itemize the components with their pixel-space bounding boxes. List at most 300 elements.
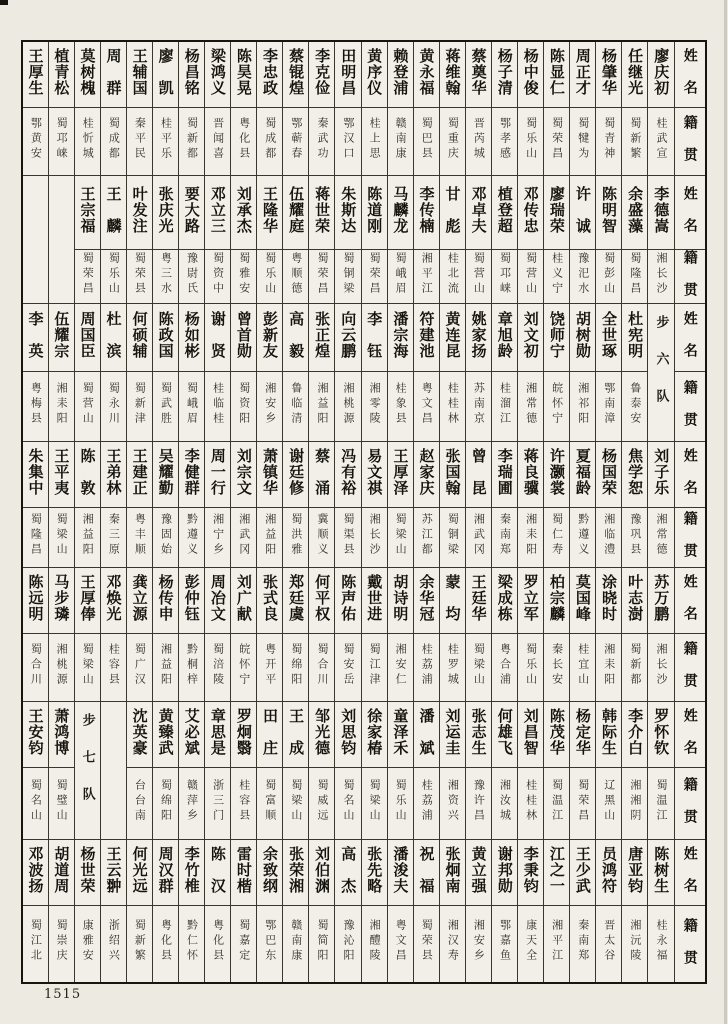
person-name [517, 303, 543, 371]
person-origin [257, 507, 283, 567]
person-origin [152, 767, 178, 839]
person-origin-text: 蜀荣县 [420, 919, 434, 965]
person-name-text: 赵家庆 [417, 448, 436, 496]
person-origin [74, 371, 100, 441]
column-label-origin [674, 371, 706, 441]
person-name [387, 701, 413, 767]
person-name-text: 杜 滨 [104, 311, 123, 359]
person-name [231, 701, 257, 767]
person-name-text: 李传楠 [417, 186, 436, 234]
person-name-text: 李克俭 [313, 48, 332, 97]
person-origin [152, 371, 178, 441]
person-name [126, 175, 152, 249]
person-origin [74, 905, 100, 983]
person-name [544, 175, 570, 249]
person-name-text: 田 庄 [260, 708, 279, 756]
person-name-text: 许灏裳 [547, 448, 566, 496]
person-name-text: 王建正 [130, 448, 149, 496]
person-origin [413, 107, 439, 175]
person-origin [257, 905, 283, 983]
person-origin-text: 台台南 [133, 778, 147, 824]
person-name [178, 701, 204, 767]
person-name [100, 567, 126, 633]
person-origin [231, 767, 257, 839]
column-label-name [674, 175, 706, 249]
person-origin-text: 蜀青神 [602, 116, 616, 162]
person-name [309, 303, 335, 371]
person-name-text: 任继光 [626, 48, 645, 97]
person-origin-text: 湘常德 [524, 381, 538, 427]
empty-cell [22, 175, 48, 303]
person-origin [413, 633, 439, 701]
person-origin-text: 桂荔浦 [420, 642, 434, 688]
person-name-text: 伍耀庭 [287, 186, 306, 234]
person-origin [205, 371, 231, 441]
person-name-text: 韩际生 [600, 708, 618, 756]
person-name [205, 41, 231, 107]
person-origin-text: 蜀营山 [524, 251, 538, 297]
person-origin-text: 湘安仁 [394, 642, 408, 688]
person-origin-text: 桂宜山 [576, 642, 590, 688]
person-origin [178, 633, 204, 701]
person-name [283, 175, 309, 249]
person-origin-text: 蜀荣昌 [368, 251, 382, 297]
person-origin [491, 905, 517, 983]
person-name [283, 41, 309, 107]
person-origin [596, 507, 622, 567]
person-name-text: 邹光德 [313, 708, 332, 756]
person-origin-text: 苏江都 [420, 512, 434, 558]
column-label-name [674, 839, 706, 905]
person-origin-text: 桂荔浦 [420, 778, 434, 824]
person-name-text: 杨世荣 [78, 846, 97, 894]
person-origin [309, 633, 335, 701]
person-name-text: 蒋良骥 [521, 448, 540, 496]
person-name [570, 441, 596, 507]
person-origin-text: 蜀重庆 [446, 116, 460, 162]
person-name-text: 萧鸿博 [52, 708, 71, 756]
person-origin-text: 粤丰顺 [133, 512, 147, 558]
person-origin-text: 湘零陵 [368, 381, 382, 427]
person-origin [178, 905, 204, 983]
person-origin [517, 507, 543, 567]
column-label-name-text: 姓 名 [681, 448, 698, 496]
person-origin [283, 767, 309, 839]
person-name [648, 839, 674, 905]
person-name [205, 567, 231, 633]
person-origin-text: 赣南康 [289, 919, 303, 965]
person-origin-text: 蜀乐山 [263, 251, 277, 297]
person-origin-text: 赣南康 [394, 116, 408, 162]
person-origin-text: 蜀邛崃 [55, 116, 69, 162]
person-name-text: 谢 贤 [208, 311, 227, 359]
person-origin-text: 蜀荣县 [133, 251, 147, 297]
person-origin [544, 507, 570, 567]
person-origin-text: 桂溜江 [498, 381, 512, 427]
person-name [648, 175, 674, 249]
person-origin [100, 371, 126, 441]
column-label-name-text: 姓 名 [681, 574, 698, 622]
person-name [74, 303, 100, 371]
column-label-origin [674, 507, 706, 567]
person-name [491, 41, 517, 107]
person-origin-text: 桂北流 [446, 251, 460, 297]
person-name [335, 303, 361, 371]
person-name-text: 刘承杰 [234, 186, 253, 234]
person-name [596, 441, 622, 507]
person-name [100, 41, 126, 107]
person-origin [413, 249, 439, 303]
person-name-text: 谢邦勋 [495, 846, 514, 894]
person-origin [387, 107, 413, 175]
person-origin [491, 507, 517, 567]
person-name-text: 王廷华 [469, 574, 488, 622]
person-origin [22, 767, 48, 839]
band-7-origin-row [22, 905, 706, 983]
person-name [205, 175, 231, 249]
person-origin [74, 633, 100, 701]
person-name-text: 杨肇华 [600, 48, 618, 97]
person-name-text: 余盛藻 [626, 186, 645, 234]
person-origin [544, 633, 570, 701]
person-origin [126, 371, 152, 441]
person-name-text: 张志生 [469, 708, 488, 756]
person-origin [465, 767, 491, 839]
person-origin-text: 蜀梁山 [368, 778, 382, 824]
person-name-text: 张式良 [260, 574, 279, 622]
person-name-text: 赖登浦 [391, 48, 410, 97]
person-origin-text: 蜀乐山 [394, 778, 408, 824]
person-name-text: 蔡锟煌 [287, 48, 306, 97]
person-name [231, 441, 257, 507]
person-name-text: 李竹椎 [182, 846, 201, 894]
person-origin [570, 371, 596, 441]
person-name [517, 701, 543, 767]
person-name-text: 陈树生 [652, 846, 671, 894]
person-name [439, 839, 465, 905]
person-origin [335, 767, 361, 839]
person-name [335, 175, 361, 249]
person-name [465, 441, 491, 507]
person-name [361, 41, 387, 107]
person-origin-text: 浙绍兴 [107, 919, 121, 965]
person-origin-text: 蜀隆昌 [29, 512, 43, 558]
person-name [283, 839, 309, 905]
person-origin-text: 桂容县 [237, 778, 251, 824]
person-name-text: 吴耀勤 [156, 448, 175, 496]
person-origin-text: 晋闻喜 [211, 116, 225, 162]
person-name [517, 441, 543, 507]
person-origin-text: 桂容县 [107, 642, 121, 688]
person-name [152, 441, 178, 507]
person-name [178, 567, 204, 633]
person-origin [335, 371, 361, 441]
person-name-text: 雷时楷 [234, 846, 253, 894]
person-origin [126, 507, 152, 567]
person-origin-text: 蜀合川 [315, 642, 329, 688]
column-label-origin-text: 籍 贯 [681, 641, 698, 689]
person-origin-text: 湘醴陵 [368, 919, 382, 965]
column-label-origin-text: 籍 贯 [681, 115, 698, 163]
person-name-text: 李 英 [26, 311, 45, 359]
person-name [465, 41, 491, 107]
person-name-text: 杨子清 [495, 48, 514, 97]
person-origin [544, 767, 570, 839]
person-name-text: 杜宪明 [626, 311, 645, 359]
person-origin-text: 粤顺德 [289, 251, 303, 297]
scan-corner-artifact [0, 0, 8, 5]
person-name-text: 周汉群 [156, 846, 175, 894]
person-name-text: 陈昊晃 [234, 48, 253, 97]
person-name-text: 王厚俸 [78, 574, 97, 622]
person-origin-text: 蜀温江 [654, 778, 668, 824]
person-name [570, 701, 596, 767]
person-origin-text: 湘长沙 [368, 512, 382, 558]
person-name [257, 567, 283, 633]
person-origin-text: 蜀合川 [29, 642, 43, 688]
person-origin-text: 蜀江北 [29, 919, 43, 965]
unit-label [74, 701, 100, 839]
person-name-text: 王辅国 [130, 48, 149, 97]
person-name [648, 701, 674, 767]
person-name-text: 周一行 [208, 448, 227, 496]
person-origin [231, 107, 257, 175]
column-label-name [674, 567, 706, 633]
person-origin [152, 905, 178, 983]
person-origin [596, 107, 622, 175]
person-origin-text: 皖怀宁 [550, 381, 564, 427]
person-origin-text: 蜀温江 [550, 778, 564, 824]
person-origin [48, 507, 74, 567]
person-origin [439, 371, 465, 441]
person-name-text: 徐家椿 [365, 708, 384, 756]
person-name [544, 567, 570, 633]
person-origin [596, 371, 622, 441]
person-name-text: 艾必斌 [182, 708, 201, 756]
person-origin-text: 鄂黄安 [29, 116, 43, 162]
person-name-text: 周冶文 [208, 574, 227, 622]
person-origin-text: 蜀名山 [29, 778, 43, 824]
person-name [387, 303, 413, 371]
person-name [361, 441, 387, 507]
person-name [491, 701, 517, 767]
person-origin-text: 湘临澧 [602, 512, 616, 558]
person-name-text: 蒙 均 [443, 574, 462, 622]
band-2-name-row [22, 175, 706, 249]
person-name [491, 441, 517, 507]
person-name-text: 陈政国 [156, 311, 175, 359]
person-origin-text: 豫汜水 [576, 251, 590, 297]
person-name [439, 303, 465, 371]
person-name-text: 江之一 [547, 846, 566, 894]
person-name [439, 567, 465, 633]
person-name [48, 839, 74, 905]
person-name-text: 张先略 [365, 846, 384, 894]
person-name-text: 罗立军 [521, 574, 540, 622]
person-name-text: 潘浚夫 [391, 846, 410, 894]
person-origin [205, 507, 231, 567]
person-name-text: 陈道刚 [365, 186, 384, 234]
person-name [596, 567, 622, 633]
person-name-text: 柏宗麟 [547, 574, 566, 622]
person-origin-text: 蜀江津 [368, 642, 382, 688]
person-origin-text: 湘安乡 [472, 919, 486, 965]
person-name-text: 杨国荣 [600, 448, 618, 496]
person-origin-text: 蜀荣昌 [576, 778, 590, 824]
person-name [178, 41, 204, 107]
person-name-text: 植青松 [52, 48, 71, 97]
person-origin [283, 905, 309, 983]
person-origin [100, 107, 126, 175]
person-origin-text: 秦三原 [107, 512, 121, 558]
column-label-name-text: 姓 名 [681, 186, 698, 234]
person-origin-text: 鲁泰安 [628, 381, 642, 427]
person-origin [74, 507, 100, 567]
person-name [309, 567, 335, 633]
person-name-text: 童泽禾 [391, 708, 410, 756]
person-origin [178, 371, 204, 441]
person-name [596, 175, 622, 249]
person-origin [361, 905, 387, 983]
person-origin-text: 蜀绵阳 [289, 642, 303, 688]
person-name-text: 王厚泽 [391, 448, 410, 496]
person-name-text: 陈声佑 [339, 574, 358, 622]
person-name [648, 41, 674, 107]
person-origin [570, 107, 596, 175]
person-origin-text: 蜀简阳 [315, 919, 329, 965]
person-name-text: 彭新友 [260, 311, 279, 359]
person-origin [570, 249, 596, 303]
person-name-text: 李健群 [182, 448, 201, 496]
person-origin-text: 湘桃源 [342, 381, 356, 427]
person-origin [387, 507, 413, 567]
person-name-text: 沈英豪 [130, 708, 149, 756]
person-origin [283, 507, 309, 567]
person-name-text: 邓波扬 [26, 846, 45, 894]
person-origin [257, 371, 283, 441]
person-name-text: 胡诗明 [391, 574, 410, 622]
person-name-text: 章思是 [208, 708, 227, 756]
person-name-text: 蒋世荣 [313, 186, 332, 234]
person-origin [648, 633, 674, 701]
person-origin-text: 豫巩县 [628, 512, 642, 558]
person-origin [22, 507, 48, 567]
person-origin [465, 107, 491, 175]
person-name-text: 甘 彪 [443, 186, 462, 234]
person-name-text: 马麟龙 [391, 186, 410, 234]
person-name-text: 杨传申 [156, 574, 175, 622]
person-origin [361, 633, 387, 701]
person-name-text: 焦学恕 [626, 448, 645, 496]
person-origin-text: 蜀新都 [185, 116, 199, 162]
person-name [465, 175, 491, 249]
person-name-text: 陈远明 [26, 574, 45, 622]
person-origin [622, 633, 648, 701]
person-name [335, 701, 361, 767]
person-origin-text: 鄂嘉鱼 [498, 919, 512, 965]
person-origin-text: 粤化县 [237, 116, 251, 162]
person-name [283, 441, 309, 507]
person-name-text: 王弟林 [104, 448, 123, 496]
person-name-text: 张正煌 [313, 311, 332, 359]
person-name [491, 175, 517, 249]
person-name-text: 李忠政 [260, 48, 279, 97]
person-name-text: 何硕辅 [130, 311, 149, 359]
person-name-text: 曾 昆 [469, 448, 488, 496]
person-origin [517, 767, 543, 839]
person-name [178, 839, 204, 905]
person-name-text: 涂晓时 [600, 574, 618, 622]
person-name-text: 章旭龄 [495, 311, 514, 359]
person-origin-text: 秦南郑 [498, 512, 512, 558]
person-origin-text: 蜀仁寿 [550, 512, 564, 558]
person-name [387, 839, 413, 905]
person-name-text: 马步璘 [52, 574, 71, 622]
person-name-text: 蔡奠华 [469, 48, 488, 97]
person-name [439, 441, 465, 507]
person-name-text: 李德嵩 [652, 186, 671, 234]
person-origin [48, 767, 74, 839]
person-origin [622, 905, 648, 983]
person-name-text: 胡道周 [52, 846, 71, 894]
person-name [205, 441, 231, 507]
person-origin [465, 633, 491, 701]
person-origin-text: 湘资兴 [446, 778, 460, 824]
column-label-origin [674, 249, 706, 303]
person-origin-text: 粤开平 [263, 642, 277, 688]
person-origin [152, 507, 178, 567]
person-name [491, 839, 517, 905]
person-origin-text: 秦平民 [133, 116, 147, 162]
person-name [622, 839, 648, 905]
person-origin-text: 蜀梁山 [81, 642, 95, 688]
person-origin [257, 249, 283, 303]
person-origin-text: 豫尉氏 [185, 251, 199, 297]
person-origin [387, 905, 413, 983]
person-origin-text: 蜀犍为 [576, 116, 590, 162]
person-name [22, 441, 48, 507]
person-name [283, 567, 309, 633]
person-name [48, 567, 74, 633]
person-origin [231, 905, 257, 983]
person-origin [544, 905, 570, 983]
person-name [283, 303, 309, 371]
person-origin [622, 767, 648, 839]
person-origin-text: 蜀新津 [133, 381, 147, 427]
empty-cell [100, 701, 126, 839]
person-origin [465, 507, 491, 567]
person-name-text: 余致纲 [260, 846, 279, 894]
person-name [22, 701, 48, 767]
person-origin-text: 黔遵义 [185, 512, 199, 558]
person-origin [205, 633, 231, 701]
person-origin [413, 767, 439, 839]
person-origin-text: 蜀梁山 [289, 778, 303, 824]
person-origin-text: 湘耒阳 [602, 642, 616, 688]
person-origin-text: 蜀铜梁 [342, 251, 356, 297]
person-origin [387, 633, 413, 701]
person-name-text: 周正才 [573, 48, 592, 97]
person-origin [152, 107, 178, 175]
person-name [570, 839, 596, 905]
person-origin-text: 湘长沙 [654, 251, 668, 297]
person-origin [126, 767, 152, 839]
column-label-origin-text: 籍 贯 [681, 917, 698, 966]
person-name-text: 黄臻武 [156, 708, 175, 756]
person-name-text: 杨定华 [573, 708, 592, 756]
person-origin-text: 蜀安岳 [342, 642, 356, 688]
person-name [126, 701, 152, 767]
